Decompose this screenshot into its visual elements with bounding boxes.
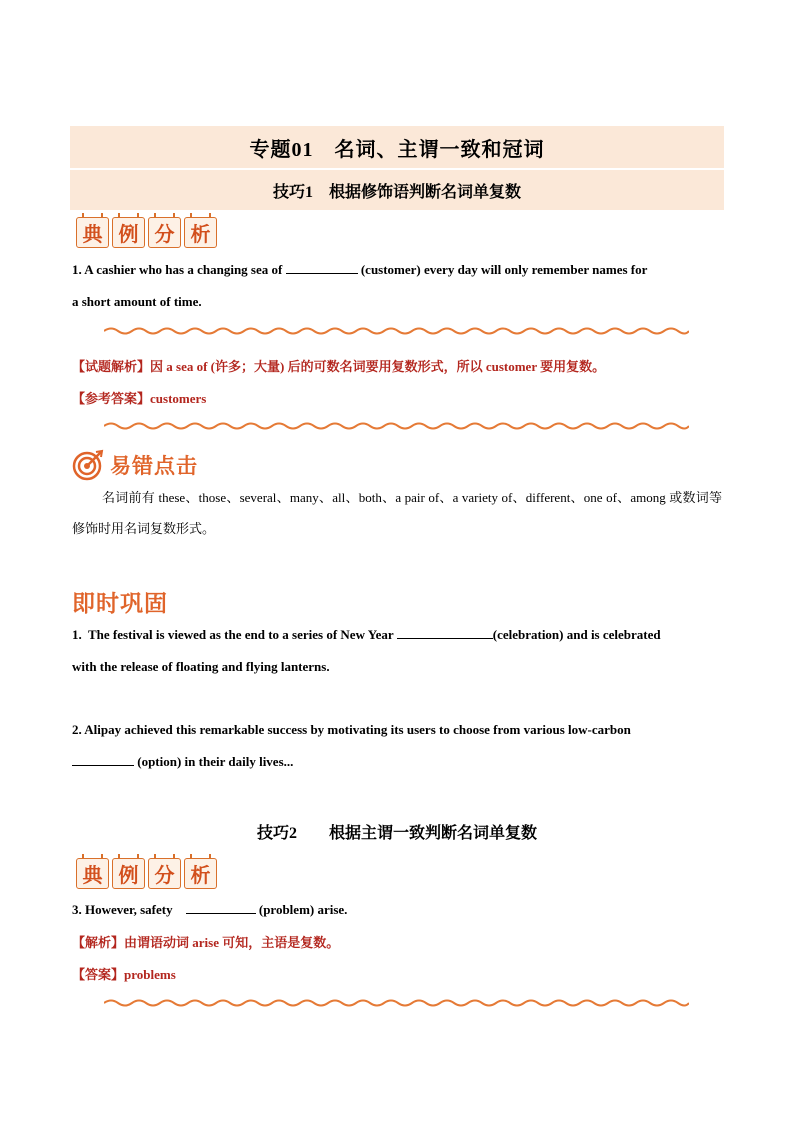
question-3: 3. However, safety (problem) arise. (72, 902, 348, 917)
section-heading-skill2: 技巧2 根据主谓一致判断名词单复数 (256, 825, 537, 842)
analysis-1: 【试题解析】因 a sea of (许多；大量) 后的可数名词要用复数形式，所以 customer 要用复数。 (72, 359, 606, 374)
practice-question-1: 1. The festival is viewed as the end to a series of New Year (celebration) and is celebrated with the release of floating and flying lanterns. (72, 627, 661, 674)
answer-3: 【答案】problems (72, 967, 176, 982)
badge-char: 典 (76, 858, 109, 889)
answer-blank (186, 901, 256, 914)
badge-char: 例 (112, 217, 145, 248)
badge-char: 例 (112, 858, 145, 889)
analysis-3: 【解析】由谓语动词 arise 可知，主语是复数。 (72, 935, 340, 950)
target-icon (72, 449, 104, 481)
tip-header (72, 449, 198, 481)
answer-blank (286, 261, 358, 274)
answer-blank (397, 626, 493, 639)
badge-char: 析 (184, 858, 217, 889)
wavy-divider (104, 998, 689, 1008)
wavy-divider (104, 421, 689, 431)
example-analysis-badge (76, 858, 217, 889)
answer-blank (72, 753, 134, 766)
badge-char: 析 (184, 217, 217, 248)
answer-1: 【参考答案】customers (72, 391, 207, 406)
section-heading-skill1: 技巧1 根据修饰语判断名词单复数 (70, 170, 724, 210)
question-1: 1. A cashier who has a changing sea of (customer) every day will only remember names for a short amount of time. (72, 262, 648, 309)
example-analysis-badge (76, 217, 217, 248)
consolidation-title: 即时巩固 (72, 591, 168, 617)
page-title: 专题01 名词、主谓一致和冠词 (70, 126, 724, 168)
tip-title: 易错点击 (110, 454, 198, 478)
badge-char: 分 (148, 858, 181, 889)
badge-char: 典 (76, 217, 109, 248)
practice-question-2: 2. Alipay achieved this remarkable success by motivating its users to choose from various low-carbon (option) in their daily lives... (72, 722, 631, 769)
wavy-divider (104, 326, 689, 336)
tip-body: 名词前有 these、those、several、many、all、both、a pair of、a variety of、different、one of、among 或数词等修饰时用名词复数形式。 (72, 490, 722, 536)
badge-char: 分 (148, 217, 181, 248)
